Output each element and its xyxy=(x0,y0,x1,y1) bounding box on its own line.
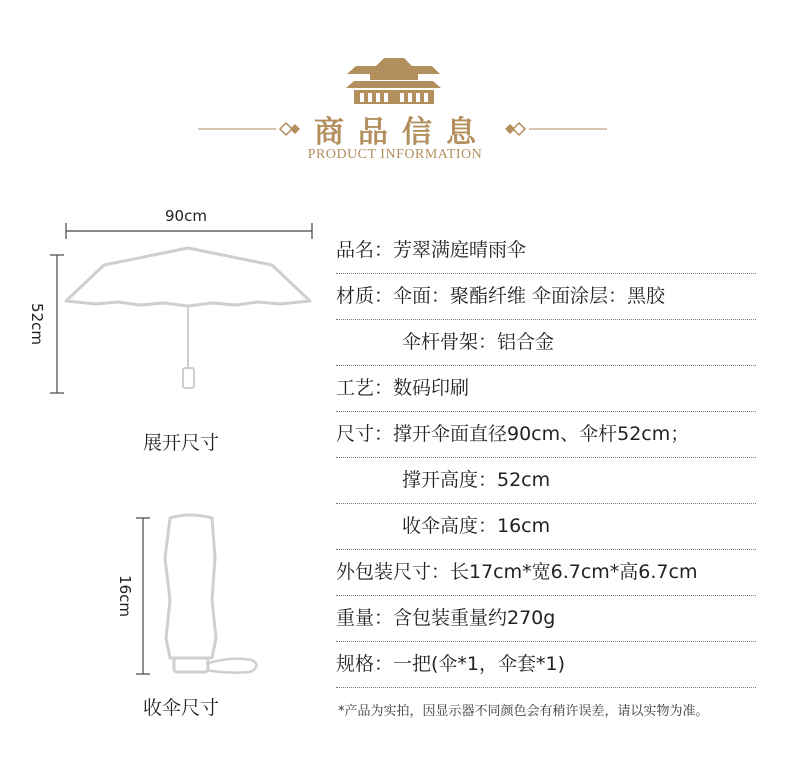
section-subtitle: PRODUCT INFORMATION xyxy=(307,147,483,162)
spec-row-open-height: 撑开高度：52cm xyxy=(336,458,756,504)
spec-row-frame: 伞杆骨架：铝合金 xyxy=(336,320,756,366)
open-width-label: 90cm xyxy=(165,207,207,225)
spec-row-material: 材质：伞面：聚酯纤维 伞面涂层：黑胶 xyxy=(336,274,756,320)
spec-row-folded-height: 收伞高度：16cm xyxy=(336,504,756,550)
spec-row-size: 尺寸：撑开伞面直径90cm、伞杆52cm； xyxy=(336,412,756,458)
folded-height-dimension xyxy=(136,518,150,674)
spec-row-package: 外包装尺寸：长17cm*宽6.7cm*高6.7cm xyxy=(336,550,756,596)
open-umbrella-icon xyxy=(66,248,310,388)
palace-logo-icon xyxy=(0,0,790,110)
spec-row-spec: 规格：一把(伞*1，伞套*1) xyxy=(336,642,756,688)
spec-row-name: 品名：芳翠满庭晴雨伞 xyxy=(336,228,756,274)
folded-height-label: 16cm xyxy=(116,575,134,617)
folded-size-label: 收伞尺寸 xyxy=(143,697,220,719)
header xyxy=(0,0,790,175)
spec-row-craft: 工艺：数码印刷 xyxy=(336,366,756,412)
spec-list xyxy=(336,228,756,688)
section-title: 商品信息 xyxy=(314,115,490,150)
disclaimer-note: *产品为实拍，因显示器不同颜色会有稍许误差，请以实物为准。 xyxy=(338,704,709,719)
open-width-dimension xyxy=(66,223,312,239)
folded-umbrella-icon xyxy=(165,515,257,673)
spec-row-weight: 重量：含包装重量约270g xyxy=(336,596,756,642)
open-height-dimension xyxy=(50,255,64,393)
open-size-label: 展开尺寸 xyxy=(143,432,220,454)
open-height-label: 52cm xyxy=(28,303,46,345)
